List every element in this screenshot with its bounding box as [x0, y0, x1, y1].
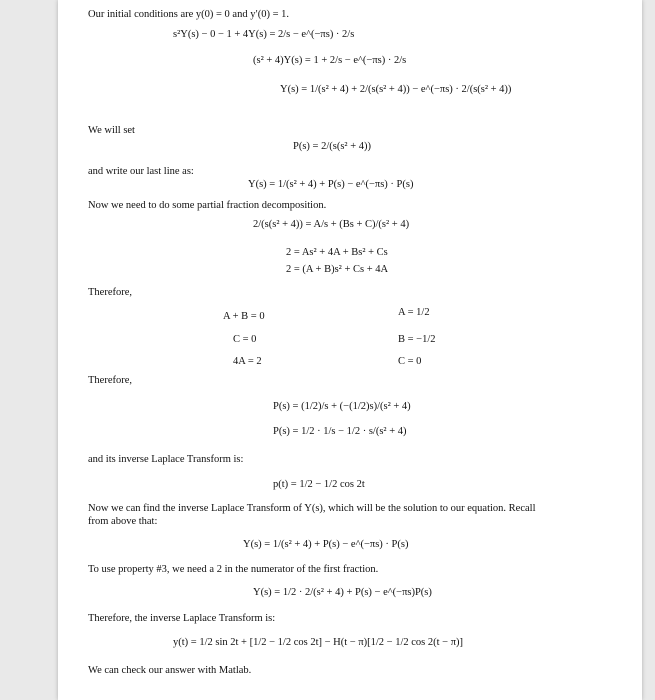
- equation-system-1: A + B = 0: [223, 311, 265, 322]
- equation-factored: (s² + 4)Y(s) = 1 + 2/s − e^(−πs) · 2/s: [253, 55, 407, 66]
- equation-P-definition: P(s) = 2/(s(s² + 4)): [293, 141, 371, 152]
- text-therefore-2: Therefore,: [88, 375, 133, 386]
- text-therefore-1: Therefore,: [88, 287, 133, 298]
- equation-partial-fraction-setup: 2/(s(s² + 4)) = A/s + (Bs + C)/(s² + 4): [253, 219, 410, 230]
- text-now-find-inverse: Now we can find the inverse Laplace Transform of Y(s), which will be the solution to our equation. Recall: [88, 503, 536, 514]
- equation-P-partial-1: P(s) = (1/2)/s + (−(1/2)s)/(s² + 4): [273, 401, 411, 412]
- equation-B-value: B = −1/2: [398, 334, 436, 345]
- equation-expanded: 2 = As² + 4A + Bs² + Cs: [286, 247, 388, 258]
- text-write-last-line: and write our last line as:: [88, 166, 194, 177]
- equation-C-value: C = 0: [398, 356, 422, 367]
- equation-p-of-t: p(t) = 1/2 − 1/2 cos 2t: [273, 479, 365, 490]
- equation-system-2: C = 0: [233, 334, 257, 345]
- equation-Y-recall: Y(s) = 1/(s² + 4) + P(s) − e^(−πs) · P(s): [243, 539, 409, 550]
- text-therefore-inverse: Therefore, the inverse Laplace Transform is:: [88, 613, 276, 624]
- text-recall: from above that:: [88, 516, 158, 527]
- equation-system-3: 4A = 2: [233, 356, 262, 367]
- text-check-matlab: We can check our answer with Matlab.: [88, 665, 252, 676]
- equation-Y-solved: Y(s) = 1/(s² + 4) + 2/(s(s² + 4)) − e^(−πs) · 2/(s(s² + 4)): [280, 84, 512, 95]
- equation-grouped: 2 = (A + B)s² + Cs + 4A: [286, 264, 389, 275]
- text-partial-fraction-intro: Now we need to do some partial fraction decomposition.: [88, 200, 327, 211]
- equation-P-partial-2: P(s) = 1/2 · 1/s − 1/2 · s/(s² + 4): [273, 426, 407, 437]
- equation-A-value: A = 1/2: [398, 307, 430, 318]
- equation-Y-with-P: Y(s) = 1/(s² + 4) + P(s) − e^(−πs) · P(s): [248, 179, 414, 190]
- equation-Y-rewritten: Y(s) = 1/2 · 2/(s² + 4) + P(s) − e^(−πs)P(s): [253, 587, 432, 598]
- text-inverse-laplace: and its inverse Laplace Transform is:: [88, 454, 244, 465]
- document-page: [58, 0, 642, 700]
- equation-laplace-transformed: s²Y(s) − 0 − 1 + 4Y(s) = 2/s − e^(−πs) · 2/s: [173, 29, 355, 40]
- text-property-3: To use property #3, we need a 2 in the numerator of the first fraction.: [88, 564, 379, 575]
- text-initial-conditions: Our initial conditions are y(0) = 0 and y′(0) = 1.: [88, 9, 290, 20]
- equation-final-solution: y(t) = 1/2 sin 2t + [1/2 − 1/2 cos 2t] − H(t − π)[1/2 − 1/2 cos 2(t − π)]: [173, 637, 464, 648]
- text-we-will-set: We will set: [88, 125, 135, 136]
